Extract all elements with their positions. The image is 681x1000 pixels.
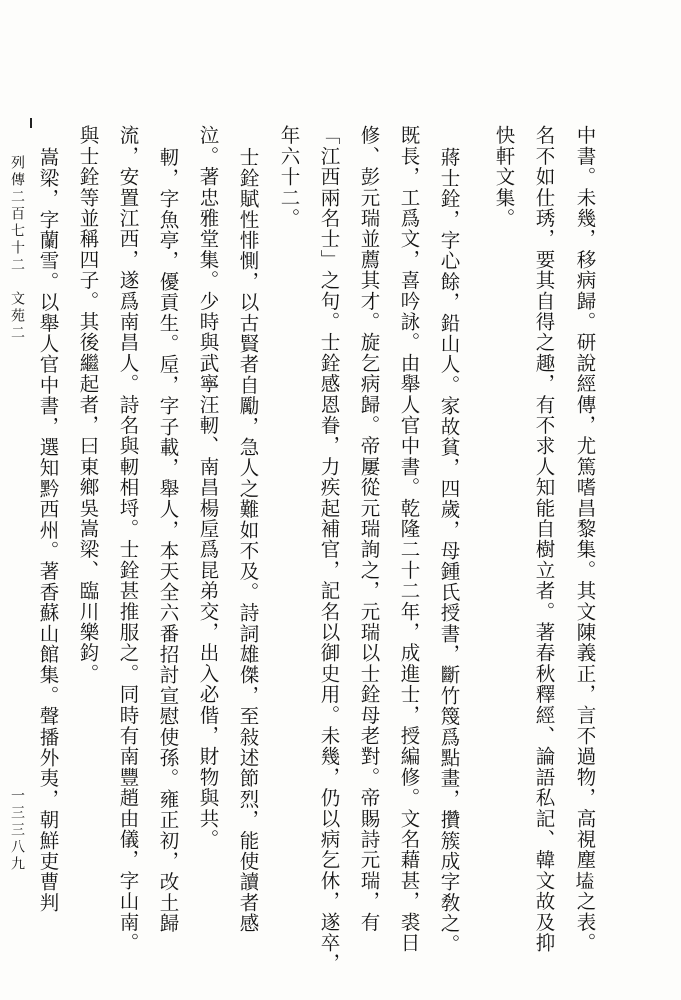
- text-column: 泣。著忠雅堂集。少時與武寧汪軔、南昌楊垕爲昆弟交，出入必偕，財物與共。: [196, 125, 220, 850]
- text-column: 名不如仕琇，要其自得之趣，有不求人知能自樹立者。著春秋釋經、論語私記、韓文故及抑: [532, 125, 556, 953]
- text-column: 修、彭元瑞並薦其才。旋乞病歸。帝屢從元瑞詢之，元瑞以士銓母老對。帝賜詩元瑞，有: [357, 125, 381, 933]
- text-column: 士銓賦性悱惻，以古賢者自勵，急人之難如不及。詩詞雄傑，至敍述節烈，能使讀者感: [236, 147, 260, 934]
- text-column: 蔣士銓，字心餘，鉛山人。家故貧，四歲，母鍾氏授書，斷竹篾爲點畫，攢簇成字敎之。: [437, 147, 461, 955]
- text-column: 「江西兩名士」之句。士銓感恩眷，力疾起補官，記名以御史用。未幾，仍以病乞休，遂卒，: [317, 125, 341, 974]
- text-column: 嵩梁，字蘭雪。以舉人官中書，選知黔西州。著香蘇山館集。聲播外夷，朝鮮吏曹判: [36, 147, 60, 913]
- margin-mark: [30, 118, 32, 128]
- text-column: 中書。未幾，移病歸。研說經傳，尤篤嗜昌黎集。其文陳義正，言不過物，高視塵𡏖之表。: [573, 125, 597, 953]
- text-column: 既長，工爲文，喜吟詠。由舉人官中書。乾隆二十二年，成進士，授編修。文名藉甚，裘日: [397, 125, 421, 953]
- page-number: 一三三八九: [9, 788, 25, 873]
- text-column: 快軒文集。: [492, 125, 516, 229]
- text-column: 年六十二。: [277, 125, 301, 229]
- text-column: 與士銓等並稱四子。其後繼起者，曰東鄉吳嵩梁、臨川樂鈞。: [76, 125, 100, 684]
- text-column: 軔，字魚亭，優貢生。垕，字子載，舉人，本天全六番招討宣慰使孫。雍正初，改土歸: [156, 147, 180, 934]
- running-header: 列傳二百七十二 文苑二: [9, 155, 25, 342]
- text-column: 流，安置江西，遂爲南昌人。詩名與軔相埒。士銓甚推服之。同時有南豐趙由儀，字山南。: [116, 125, 140, 953]
